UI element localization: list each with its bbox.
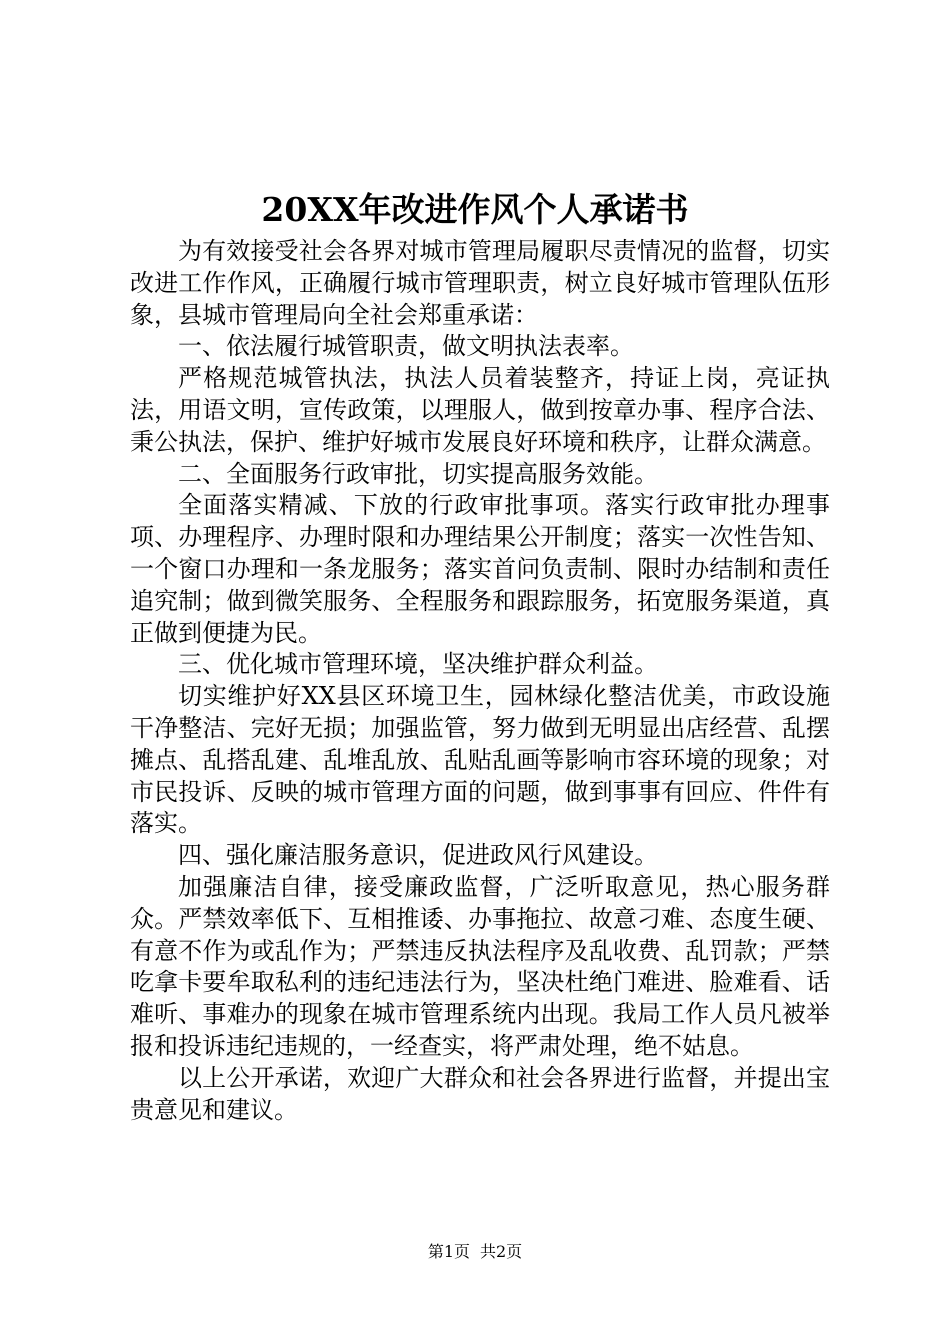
page-number-total: 共2页 [480,1242,523,1261]
section-body-2: 全面落实精减、下放的行政审批事项。落实行政审批办理事项、办理程序、办理时限和办理结果公开制度；落实一次性告知、一个窗口办理和一条龙服务；落实首问负责制、限时办结制和责任追究制；做到微笑服务、全程服务和跟踪服务，拓宽服务渠道，真正做到便捷为民。 [130,491,830,647]
section-heading-4: 四、强化廉洁服务意识，促进政风行风建设。 [178,841,658,870]
page-number-current: 第1页 [427,1242,470,1261]
section-body-1: 严格规范城管执法，执法人员着装整齐，持证上岗，亮证执法，用语文明，宣传政策，以理服人，做到按章办事、程序合法、秉公执法，保护、维护好城市发展良好环境和秩序，让群众满意。 [130,364,830,456]
section-heading-2: 二、全面服务行政审批，切实提高服务效能。 [178,459,658,488]
section-heading-3: 三、优化城市管理环境，坚决维护群众利益。 [178,650,658,679]
document-title: 20XX年改进作风个人承诺书 [261,190,689,229]
section-body-4: 加强廉洁自律，接受廉政监督，广泛听取意见，热心服务群众。严禁效率低下、互相推诿、办事拖拉、故意刁难、态度生硬、有意不作为或乱作为；严禁违反执法程序及乱收费、乱罚款；严禁吃拿卡要牟取私利的违纪违法行为，坚决杜绝门难进、脸难看、话难听、事难办的现象在城市管理系统内出现。我局工作人员凡被举报和投诉违纪违规的，一经查实，将严肃处理，绝不姑息。 [130,872,830,1060]
section-body-3: 切实维护好XX县区环境卫生，园林绿化整洁优美，市政设施干净整洁、完好无损；加强监管，努力做到无明显出店经营、乱摆摊点、乱搭乱建、乱堆乱放、乱贴乱画等影响市容环境的现象；对市民投诉、反映的城市管理方面的问题，做到事事有回应、件件有落实。 [130,682,830,838]
paragraph-intro: 为有效接受社会各界对城市管理局履职尽责情况的监督，切实改进工作作风，正确履行城市管理职责，树立良好城市管理队伍形象，县城市管理局向全社会郑重承诺： [130,237,830,329]
section-heading-1: 一、依法履行城管职责，做文明执法表率。 [178,332,634,361]
paragraph-closing: 以上公开承诺，欢迎广大群众和社会各界进行监督，并提出宝贵意见和建议。 [130,1063,830,1124]
document-body [130,236,830,1126]
page-footer [0,1240,950,1264]
